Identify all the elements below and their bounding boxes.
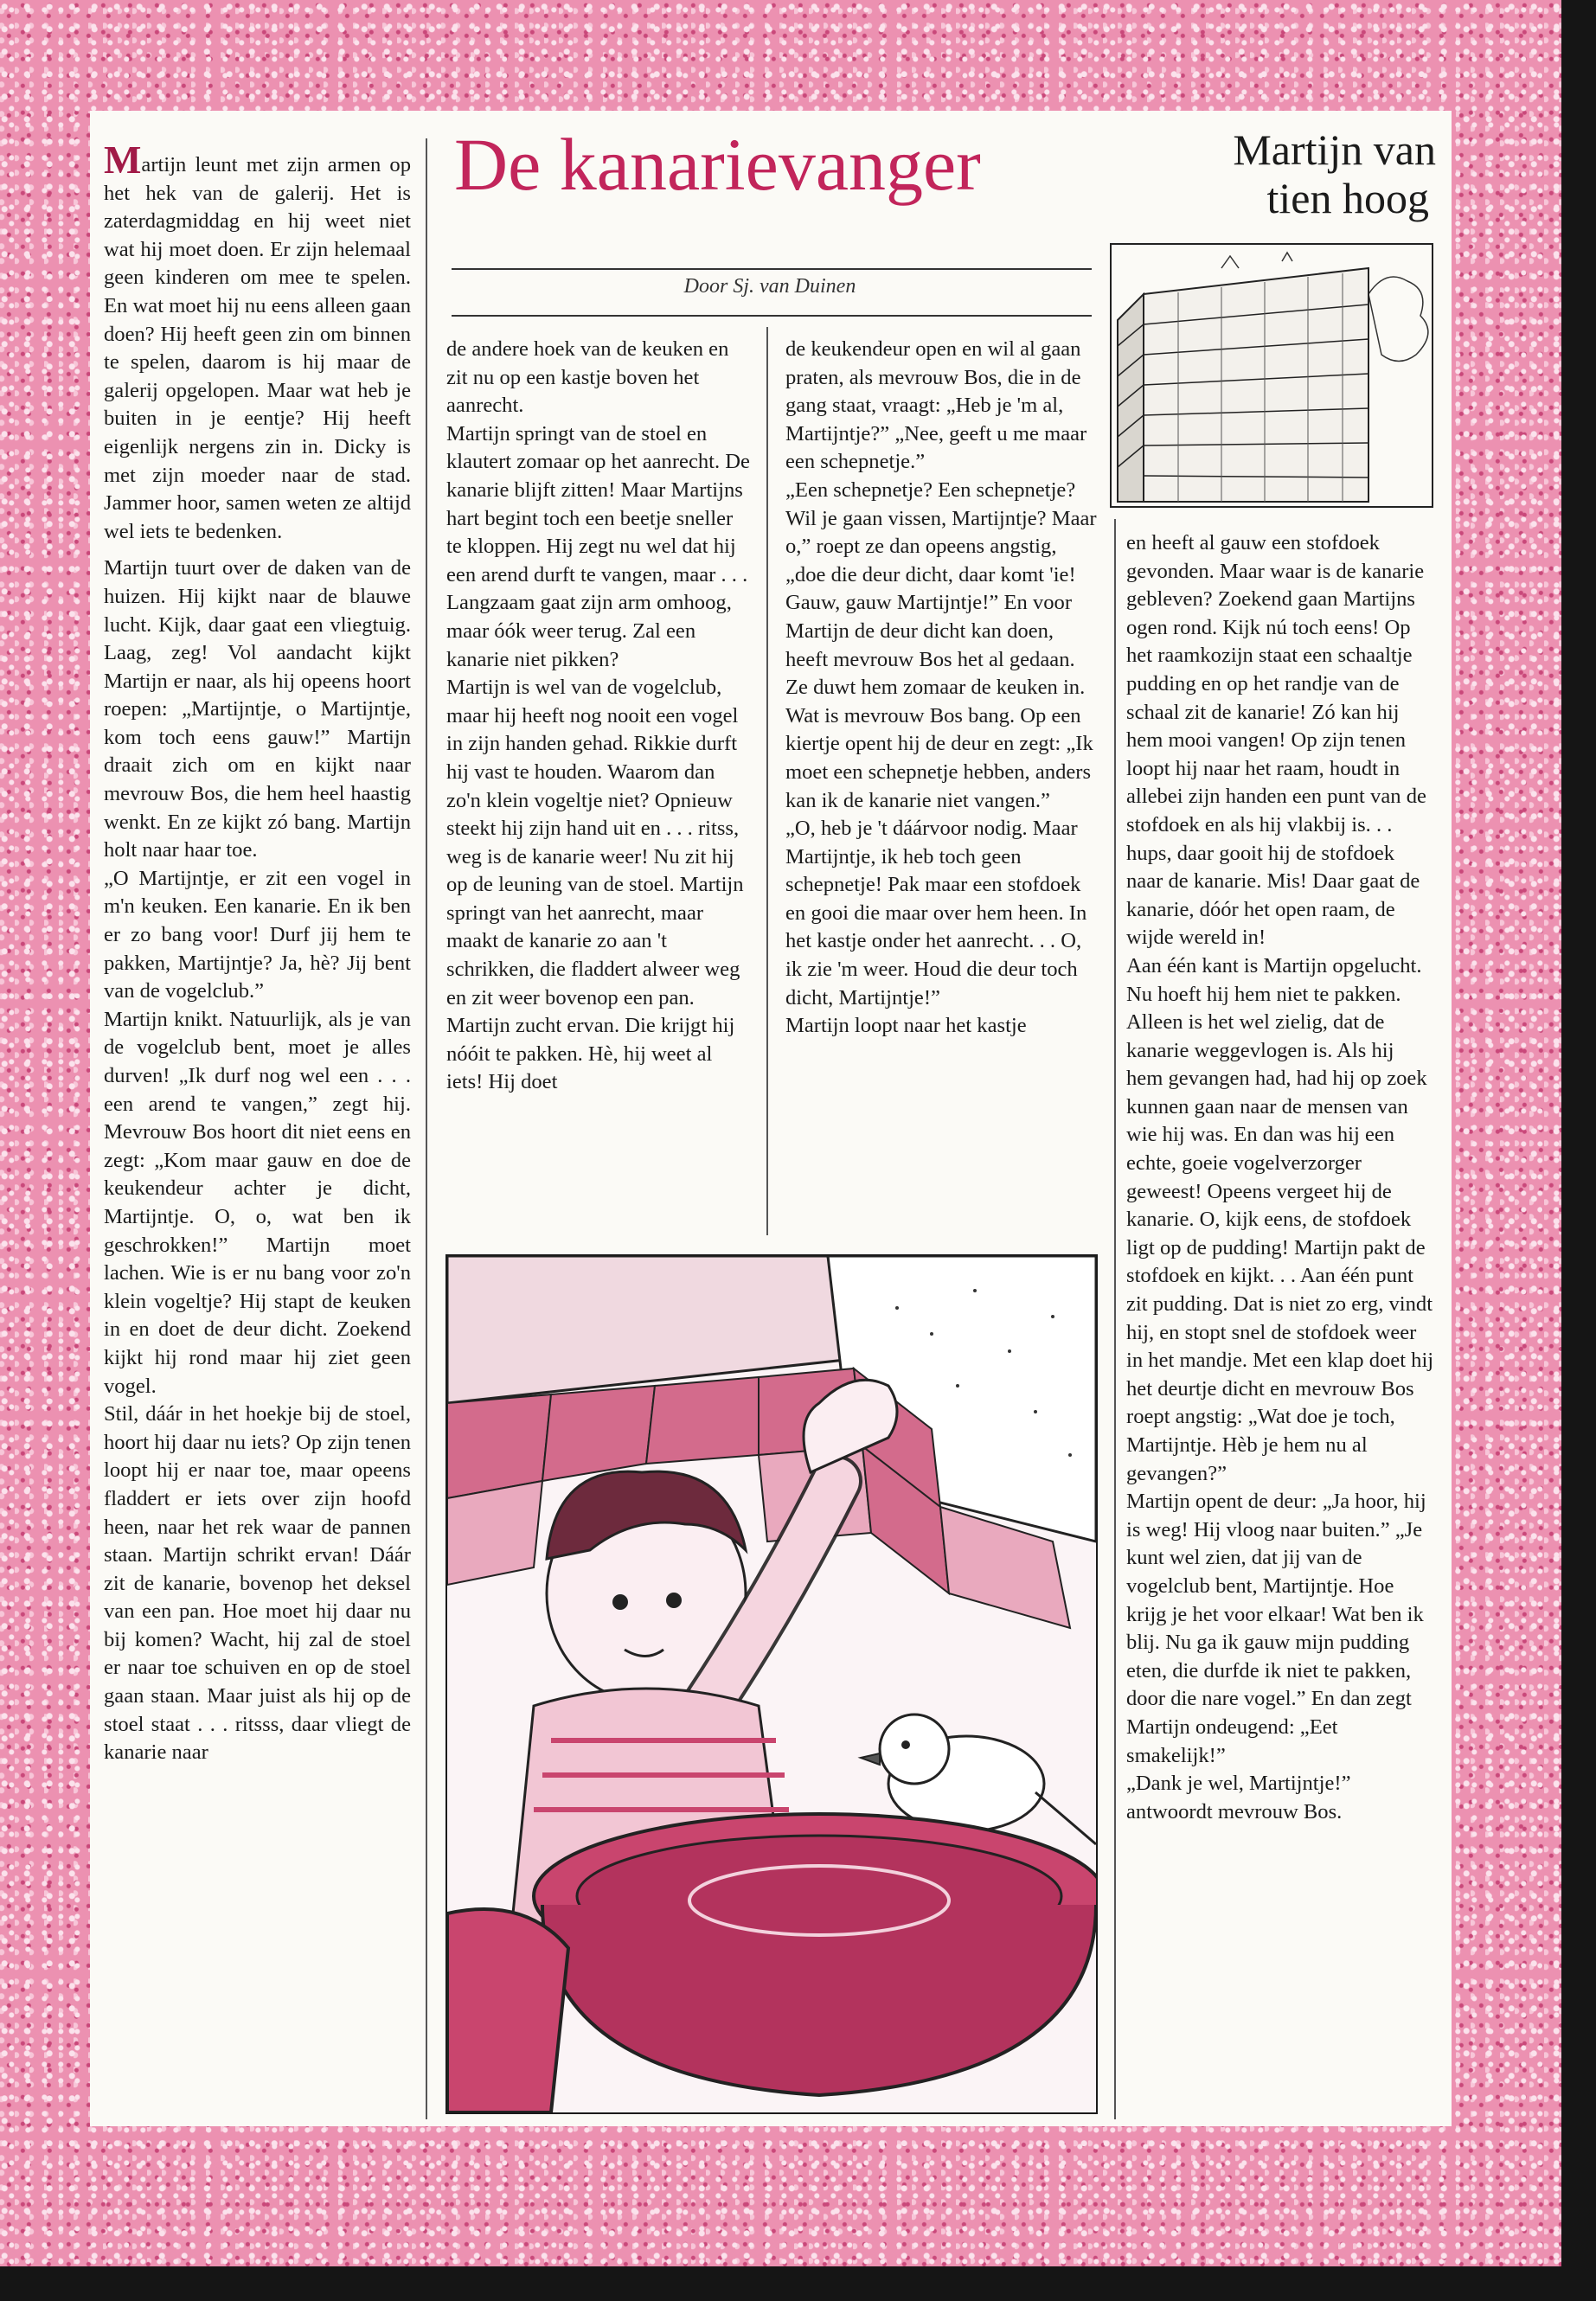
paragraph: de andere hoek van de keuken en zit nu op een kastje boven het aanrecht. <box>446 337 729 418</box>
byline: Door Sj. van Duinen <box>683 275 856 298</box>
paragraph: „O, heb je 't dáárvoor nodig. Maar Martijntje, ik heb toch geen schepnetje! Pak maar een stofdoek en gooi die maar over hem heen. In het kastje onder het aanrecht. . . O, ik zie 'm weer. Houd die deur toch dicht, Martijntje!” <box>785 817 1087 1009</box>
series-title-line1: Martijn van <box>1233 125 1436 174</box>
paragraph: Martijn opent de deur: „Ja hoor, hij is weg! Hij vloog naar buiten.” „Je kunt wel zien, dat jij van de vogelclub bent, Martijntje. Hoe krijg je het voor elkaar! Wat ben ik blij. Nu ga ik gauw mijn pudding eten, die durfde ik niet te pakken, door die nare vogel.” En dan zegt Martijn ondeugend: „Eet smakelijk!” <box>1126 1490 1426 1767</box>
story-title: De kanarievanger <box>454 123 981 206</box>
title-rule-bottom <box>452 315 1092 317</box>
apartment-building-illustration <box>1109 242 1434 509</box>
paragraph: Martijn is wel van de vogelclub, maar hij heeft nog nooit een vogel in zijn handen gehad. Rikkie durft hij vast te houden. Waarom dan zo'n klein vogeltje niet? Opnieuw steekt hij zijn hand uit en . . . ritss, weg is de kanarie weer! Nu zit hij op de leuning van de stoel. Martijn springt van het aanrecht, maar maakt de kanarie zo aan 't schrikken, die fladdert alweer weg en zit weer bovenop een pan. <box>446 676 744 1009</box>
kitchen-illustration <box>445 1254 1098 2114</box>
paragraph: en heeft al gauw een stofdoek gevonden. Maar waar is de kanarie gebleven? Zoekend gaan Martijns ogen rond. Kijk nú toch eens! Op het raamkozijn staat een schaaltje pudding en op het randje van de schaal zit de kanarie! Zó kan hij hem mooi vangen! Op zijn tenen loopt hij naar het raam, houdt in allebei zijn handen een punt van de stofdoek en als hij vlakbij is. . . hups, daar gooit hij de stofdoek naar de kanarie. Mis! Daar gaat de kanarie, dóór het open raam, de wijde wereld in! <box>1126 531 1426 950</box>
kitchen-scene-drawing <box>447 1256 1096 2112</box>
drop-cap: M <box>104 138 142 182</box>
paragraph: „Een schepnetje? Een schepnetje? Wil je gaan vissen, Martijntje? Maar o,” roept ze dan opeens angstig, „doe die deur dicht, daar komt 'ie! Gauw, gauw Martijntje!” En voor Martijn de deur dicht kan doen, heeft mevrouw Bos het al gedaan. Ze duwt hem zomaar de keuken in. Wat is mevrouw Bos bang. Op een kiertje opent hij de deur en zegt: „Ik moet een schepnetje hebben, anders kan ik de kanarie niet vangen.” <box>785 478 1097 812</box>
column-2 <box>446 336 751 1097</box>
paragraph: Martijn zucht ervan. Die krijgt hij nóóit te pakken. Hè, hij weet al iets! Hij doet <box>446 1014 735 1094</box>
paragraph: „O Martijntje, er zit een vogel in m'n keuken. Een kanarie. En ik ben er zo bang voor! Durf jij hem te pakken, Martijntje? Ja, hè? Jij bent van de vogelclub.” <box>104 866 411 1003</box>
paragraph: Stil, dáár in het hoekje bij de stoel, hoort hij daar nu iets? Op zijn tenen loopt hij er naar toe, maar opeens fladdert er iets over zijn hoofd heen, naar het rek waar de pannen staan. Martijn schrikt ervan! Dáár zit de kanarie, bovenop het deksel van een pan. Hoe moet hij daar nu bij komen? Wacht, hij zal de stoel er naar toe schuiven en op de stoel gaan staan. Maar juist als hij op de stoel staat . . . ritsss, daar vliegt de kanarie naar <box>104 1402 411 1765</box>
column-divider-3 <box>1114 519 1116 2119</box>
title-rule-top <box>452 268 1092 270</box>
paragraph: de keukendeur open en wil al gaan praten, als mevrouw Bos, die in de gang staat, vraagt: „Heb je 'm al, Martijntje?” „Nee, geeft u me maar een schepnetje.” <box>785 337 1087 474</box>
scan-edge-right <box>1561 0 1596 2301</box>
scan-edge-bottom <box>0 2266 1596 2301</box>
column-4 <box>1126 529 1434 1826</box>
paragraph: Martijn springt van de stoel en klautert zomaar op het aanrecht. De kanarie blijft zitten! Maar Martijns hart begint toch een beetje sneller te kloppen. Hij zegt nu wel dat hij een arend durft te vangen, maar . . . Langzaam gaat zijn arm omhoog, maar óók weer terug. Zal een kanarie niet pikken? <box>446 421 750 671</box>
paragraph: Martijn knikt. Natuurlijk, als je van de vogelclub bent, moet je alles durven! „Ik durf nog wel een . . . een arend te vangen,” zegt hij. Mevrouw Bos hoort dit niet eens en zegt: „Kom maar gauw en doe de keukendeur achter je dicht, Martijntje. O, o, wat ben ik geschrokken!” Martijn moet lachen. Wie is er nu bang voor zo'n klein vogeltje? Hij stapt de keuken in en doet de deur dicht. Zoekend kijkt hij rond maar hij ziet geen vogel. <box>104 1007 411 1398</box>
series-title-line2: tien hoog <box>1266 174 1429 222</box>
column-divider-1 <box>426 138 427 2119</box>
paragraph: Martijn tuurt over de daken van de huizen. Hij kijkt naar de blauwe lucht. Kijk, daar gaat een vliegtuig. Laag, zeg! Vol aandacht kijkt Martijn er naar, als hij opeens hoort roepen: „Martijntje, o Martijntje, kom toch eens gauw!” Martijn draait zich om en kijkt naar mevrouw Bos, die hem heel haastig wenkt. En ze kijkt zó bang. Martijn holt naar haar toe. <box>104 556 411 862</box>
apartment-building-drawing <box>1109 242 1434 509</box>
paragraph: „Dank je wel, Martijntje!” antwoordt mevrouw Bos. <box>1126 1772 1351 1823</box>
paragraph: Martijn loopt naar het kastje <box>785 1014 1027 1038</box>
column-divider-2 <box>766 327 768 1235</box>
series-title <box>1107 125 1436 222</box>
column-3 <box>785 336 1097 1041</box>
paragraph: Aan één kant is Martijn opgelucht. Nu hoeft hij hem niet te pakken. Alleen is het wel zielig, dat de kanarie weggevlogen is. Als hij hem gevangen had, had hij op zoek kunnen gaan naar de mensen van wie hij was. En dan was hij een echte, goeie vogelverzorger geweest! Opeens vergeet hij de kanarie. O, kijk eens, de stofdoek ligt op de pudding! Martijn pakt de stofdoek en kijkt. . . Aan één punt zit pudding. Dat is niet zo erg, vindt hij, en stopt snel de stofdoek weer in het mandje. Met een klap doet hij het deurtje dicht en mevrouw Bos roept angstig: „Wat doe je toch, Martijntje. Hèb je hem nu al gevangen?” <box>1126 953 1434 1485</box>
paragraph: Martijn leunt met zijn armen op het hek van de galerij. Het is zaterdagmiddag en hij weet niet wat hij moet doen. Er zijn helemaal geen kinderen om mee te spelen. En wat moet hij nu eens alleen gaan doen? Hij heeft geen zin om binnen te spelen, daarom is hij maar de galerij opgelopen. Maar wat heb je buiten in je eentje? Hij heeft eigenlijk nergens zin in. Dicky is met zijn moeder naar de stad. Jammer hoor, samen weten ze altijd wel iets te bedenken. <box>104 138 411 543</box>
column-1 <box>104 138 411 1767</box>
